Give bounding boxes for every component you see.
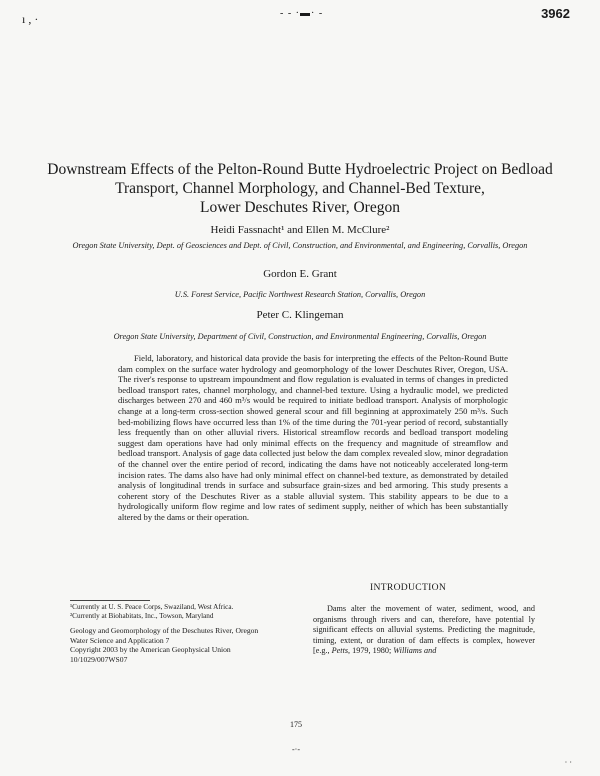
book-copyright: Copyright 2003 by the American Geophysical Union [70, 645, 231, 655]
title-line-2: Transport, Channel Morphology, and Channel-Bed Texture, [115, 180, 485, 197]
page-number-top: 3962 [541, 6, 570, 21]
book-title: Geology and Geomorphology of the Deschutes River, Oregon [70, 626, 259, 635]
author-affiliation-3: Oregon State University, Department of Civil, Construction, and Environmental Engineering, Corvallis, Oregon [113, 332, 487, 341]
author-names-3: Peter C. Klingeman [256, 309, 344, 321]
author-names-2: Gordon E. Grant [263, 268, 337, 280]
author-affiliation-2: U.S. Forest Service, Pacific Northwest Research Station, Corvallis, Oregon [174, 290, 426, 299]
footnote-2: ²Currently at Biohabitats, Inc., Towson, Maryland [70, 612, 214, 620]
book-series: Water Science and Application 7 [70, 635, 170, 645]
book-info [70, 626, 280, 664]
intro-text-main: Dams alter the movement of water, sediment, wood, and organisms through rivers and can, therefore, have potential ly significant effects on alluvial systems. Predicting the magnitude, timing, extent, or duration of dam effects is complex, however [e.g., [313, 604, 535, 656]
intro-citation-1: Petts [331, 646, 349, 656]
bottom-mark: -·- [292, 745, 300, 754]
title-line-3: Lower Deschutes River, Oregon [200, 199, 400, 216]
author-names-1: Heidi Fassnacht¹ and Ellen M. McClure² [210, 224, 390, 236]
author-affiliation-1: Oregon State University, Dept. of Geosciences and Dept. of Civil, Construction, and Environmental, and Engineering, Corvallis, Oregon [72, 241, 528, 250]
intro-text-mid: , 1979, 1980; [348, 646, 394, 656]
introduction-text [313, 604, 535, 657]
abstract: Field, laboratory, and historical data provide the basis for interpreting the effects of the Pelton-Round Butte dam complex on the surface water hydrology and geomorphology of the lower Deschutes River, Oregon, USA. The river's response to upstream impoundment and flow regulation is evaluated in terms of changes in predicted bedload transport rates, channel morphology, and channel-bed texture. Using a hydraulic model, we predicted discharges between 270 and 460 m³/s would be required to initiate bedload transport. Analysis of morphologic change at a long-term cross-section showed general scour and fill beginning at approximately 250 m³/s. Such bed-mobilizing flows have occurred less than 1% of the time during the 701-year period of record, substantially less frequently than on other alluvial rivers. Historical streamflow records and bedload transport modeling suggest dam operations have had only minimal effects on the frequency and magnitude of streamflow and bedload transport. Analysis of gage data collected just below the dam complex revealed slow, minor degradation of the channel over the entire period of record, indicating the dams have not noticeably accelerated long-term incision rates. The dams also have had only minimal effect on channel-bed texture, as demonstrated by detailed analysis of longitudinal trends in surface and subsurface grain-sizes and bed armoring. This study presents a coherent story of the Deschutes River as a stable alluvial system. This stability appears to be due to a hydrologically uniform flow regime and low rates of sediment supply, neither of which has been substantially altered by the dams or their operation. [118, 353, 508, 522]
top-mark: - - ·▬· - [280, 8, 324, 19]
title-line-1: Downstream Effects of the Pelton-Round Butte Hydroelectric Project on Bedload [47, 161, 553, 178]
intro-citation-2: Williams and [393, 646, 437, 656]
footnote-1: ¹Currently at U. S. Peace Corps, Swaziland, West Africa. [70, 603, 234, 611]
footnote-rule [70, 600, 150, 601]
scan-specks: ı , · [22, 12, 39, 26]
page-number-bottom: 175 [290, 720, 302, 729]
introduction-heading: INTRODUCTION [370, 582, 447, 593]
corner-mark: · · [564, 758, 572, 767]
book-doi: 10/1029/007WS07 [70, 654, 128, 664]
paper-title [40, 160, 560, 217]
